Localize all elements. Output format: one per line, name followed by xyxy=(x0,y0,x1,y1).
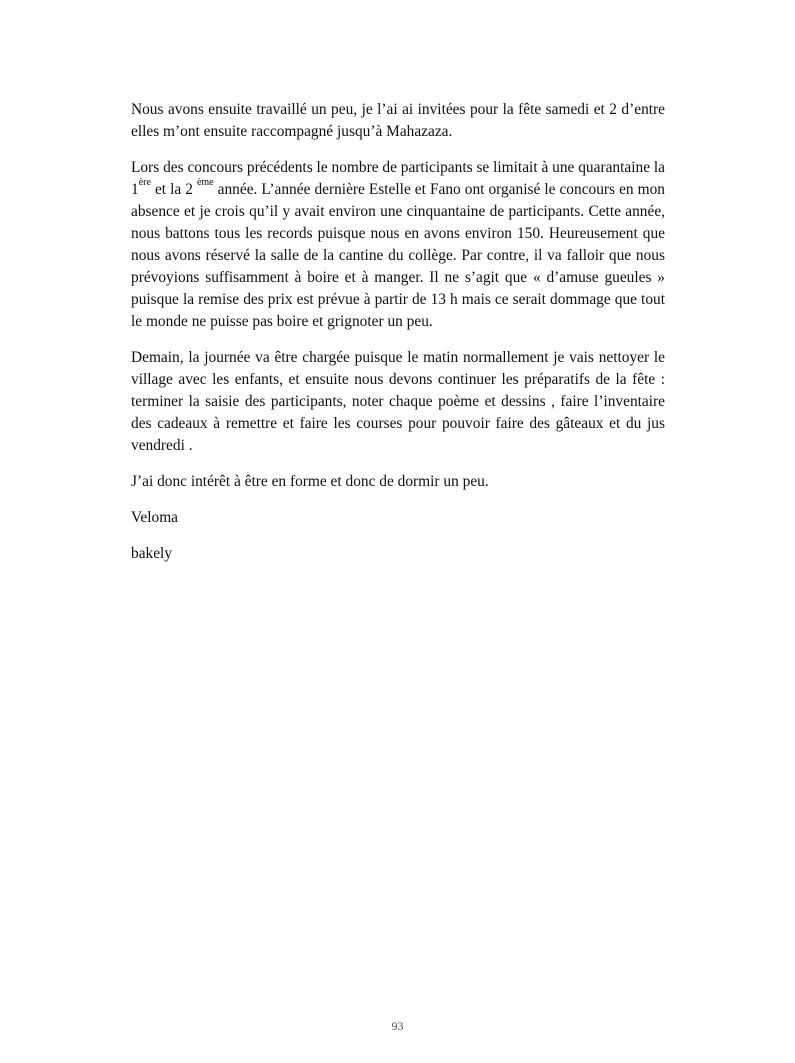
paragraph-4: J’ai donc intérêt à être en forme et donc de dormir un peu. xyxy=(131,473,489,490)
paragraph-3: Demain, la journée va être chargée puisque le matin normallement je vais nettoyer le village avec les enfants, et ensuite nous devons continuer les préparatifs de la fête : terminer la saisie des participants, noter chaque poème et dessins , faire l’inventaire des cadeaux à remettre et faire les courses pour pouvoir faire des gâteaux et du jus vendredi . xyxy=(131,349,665,454)
paragraph-2-part-c: année. L’année dernière Estelle et Fano ont organisé le concours en mon absence et je crois qu’il y avait environ une cinquantaine de participants. Cette année, nous battons tous les records puisque nous en avons environ 150. Heureusement que nous avons réservé la salle de la cantine du collège. Par contre, il va falloir que nous prévoyions suffisamment à boire et à manger. Il ne s’agit que « d’amuse gueules » puisque la remise des prix est prévue à partir de 13 h mais ce serait dommage que tout le monde ne puisse pas boire et grignoter un peu. xyxy=(131,181,665,330)
superscript-deuxieme: ème xyxy=(196,176,214,188)
body-text xyxy=(131,99,665,579)
superscript-premiere: ère xyxy=(138,176,151,188)
page-number: 93 xyxy=(391,1019,404,1033)
paragraph-2-part-a: Lors des concours précédents le nombre de participants se limitait à une quarantaine la 1 xyxy=(131,159,665,198)
signoff-veloma: Veloma xyxy=(131,509,179,526)
paragraph-1: Nous avons ensuite travaillé un peu, je l’ai ai invitées pour la fête samedi et 2 d’entre elles m’ont ensuite raccompagné jusqu’à Mahazaza. xyxy=(131,101,665,140)
signature-bakely: bakely xyxy=(131,545,173,562)
paragraph-2-part-b: et la 2 xyxy=(150,181,197,198)
paragraph-2 xyxy=(131,157,665,333)
